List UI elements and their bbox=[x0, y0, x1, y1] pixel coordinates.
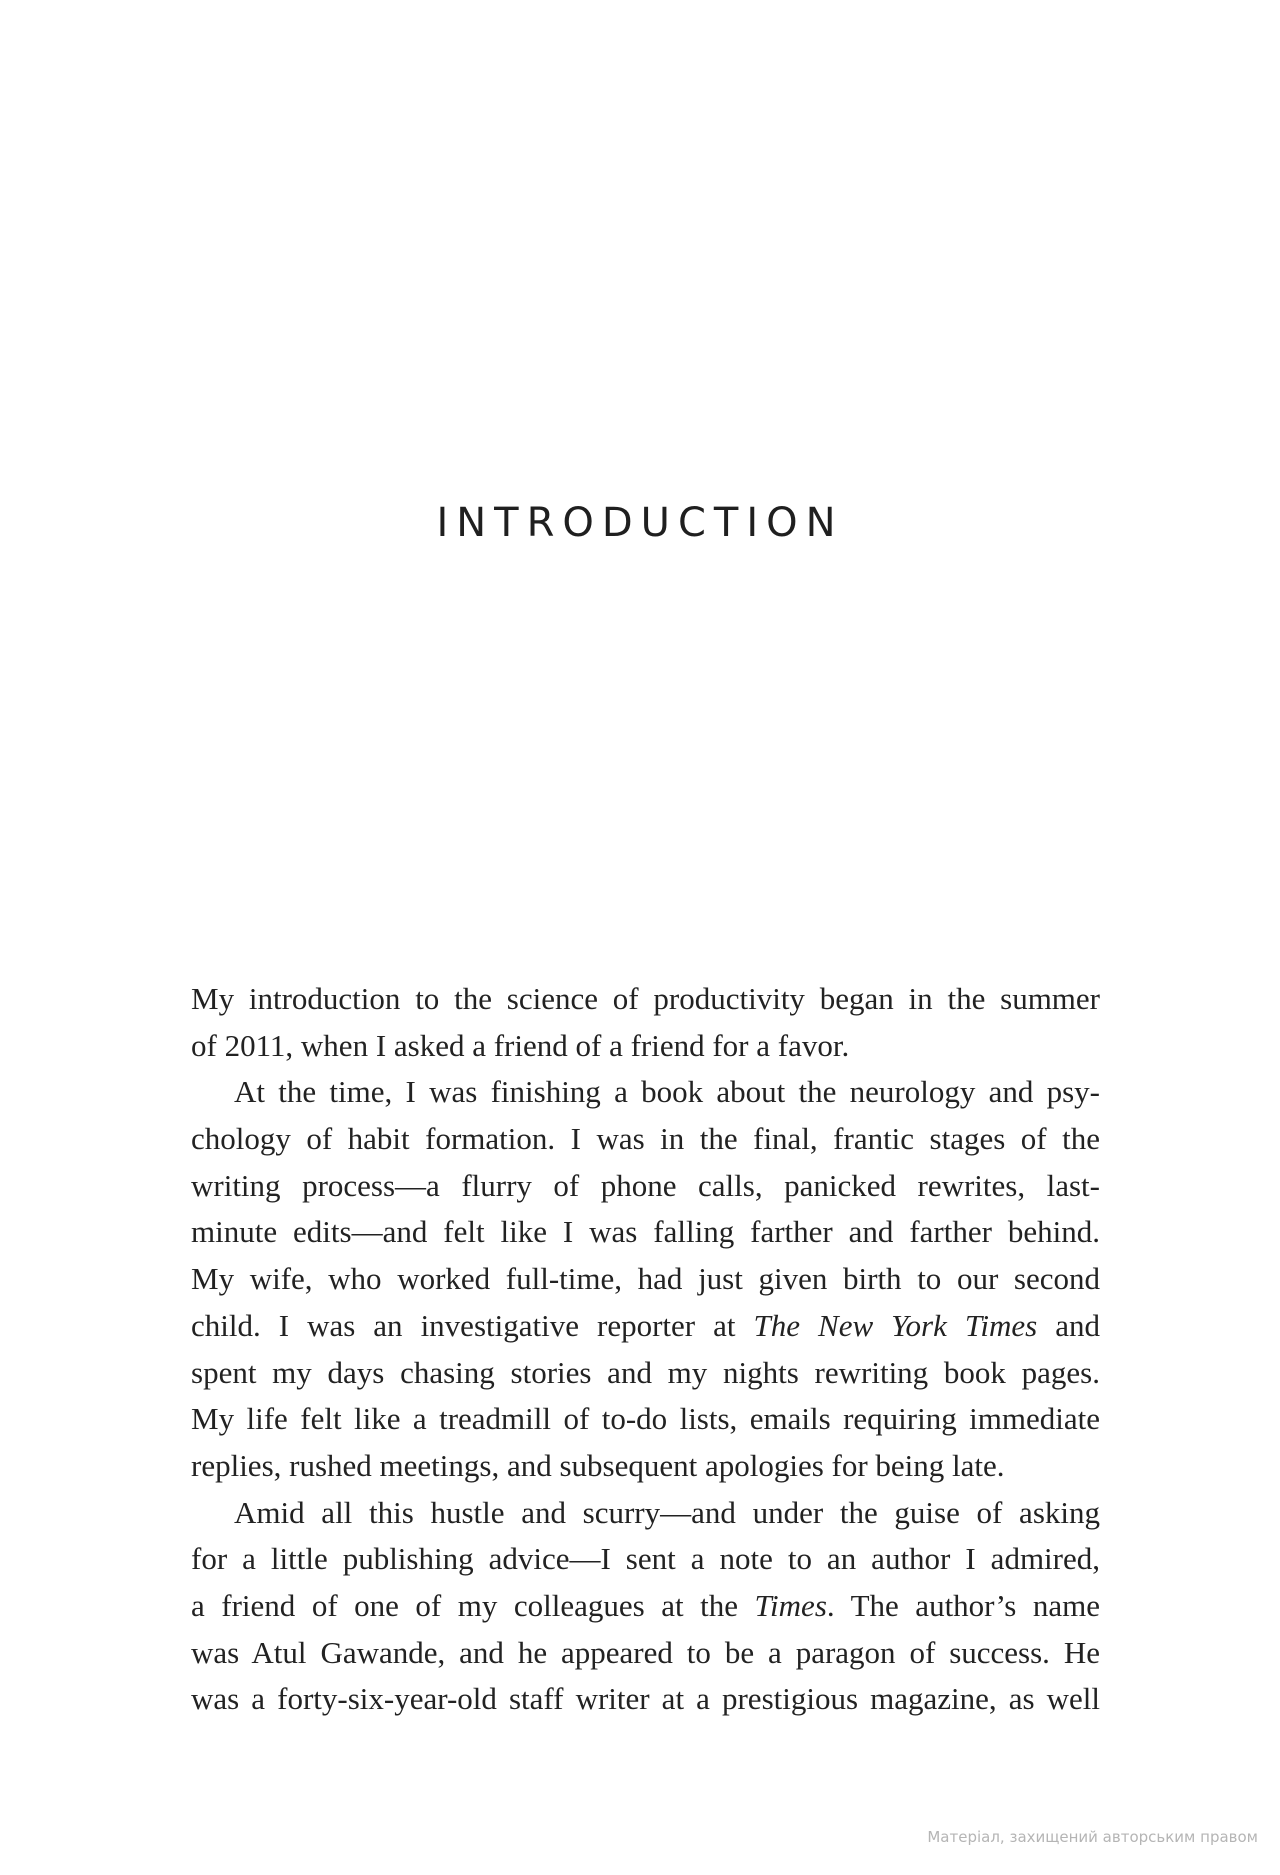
copyright-watermark: Матеріал, захищений авторським правом bbox=[927, 1828, 1258, 1846]
publication-title: Times bbox=[754, 1587, 827, 1623]
paragraph-1 bbox=[191, 976, 1100, 1069]
text-line: My wife, who worked full-time, had just given birth to our second bbox=[191, 1261, 1100, 1297]
text-line: My life felt like a treadmill of to-do lists, emails requiring immediate bbox=[191, 1401, 1100, 1437]
text-line: spent my days chasing stories and my nights rewriting book pages. bbox=[191, 1354, 1100, 1390]
paragraph-3 bbox=[191, 1490, 1100, 1723]
text-line: a friend of one of my colleagues at the Times. The author’s name bbox=[191, 1587, 1100, 1623]
publication-title: The New York Times bbox=[753, 1307, 1038, 1343]
body-text bbox=[191, 976, 1100, 1723]
text-line: writing process—a flurry of phone calls, panicked rewrites, last- bbox=[191, 1167, 1100, 1203]
text-line: minute edits—and felt like I was falling farther and farther behind. bbox=[191, 1214, 1100, 1250]
text-line: was Atul Gawande, and he appeared to be a paragon of success. He bbox=[191, 1634, 1100, 1670]
text-line: replies, rushed meetings, and subsequent apologies for being late. bbox=[191, 1447, 1005, 1483]
text-line: child. I was an investigative reporter at The New York Times and bbox=[191, 1307, 1100, 1343]
text-line: of 2011, when I asked a friend of a friend for a favor. bbox=[191, 1027, 850, 1063]
text-line: for a little publishing advice—I sent a note to an author I admired, bbox=[191, 1541, 1100, 1577]
chapter-title: INTRODUCTION bbox=[436, 500, 844, 546]
text-line: was a forty-six-year-old staff writer at a prestigious magazine, as well bbox=[191, 1681, 1100, 1717]
paragraph-2 bbox=[191, 1069, 1100, 1489]
text-line: My introduction to the science of productivity began in the summer bbox=[191, 981, 1100, 1016]
text-line: chology of habit formation. I was in the final, frantic stages of the bbox=[191, 1121, 1100, 1157]
text-line: At the time, I was finishing a book about the neurology and psy- bbox=[234, 1074, 1100, 1110]
text-line: Amid all this hustle and scurry—and under the guise of asking bbox=[234, 1494, 1100, 1530]
